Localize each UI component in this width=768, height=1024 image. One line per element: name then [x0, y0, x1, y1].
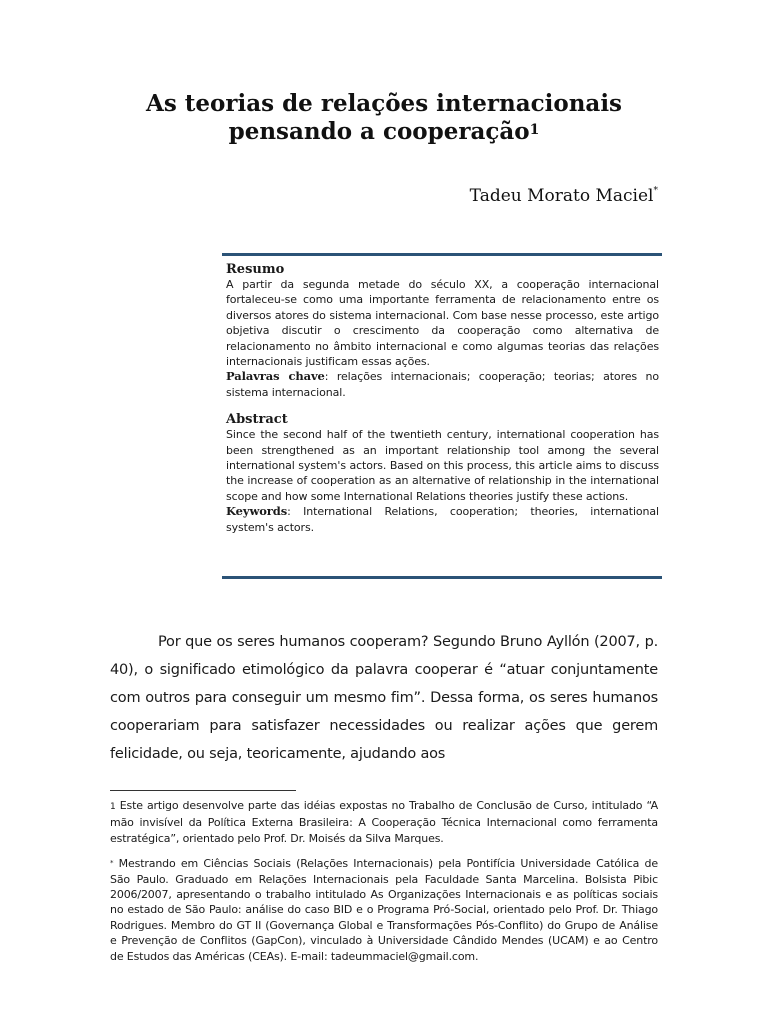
article-title: [100, 90, 668, 146]
footnote-author: [110, 856, 658, 964]
footnote-1-text: Este artigo desenvolve parte das idéias expostas no Trabalho de Conclusão de Curso, intitulado “A mão invisível da Política Externa Brasileira: A Cooperação Técnica Internacional como ferramenta estratégica”, orientado pelo Prof. Dr. Moisés da Silva Marques.: [110, 799, 658, 845]
footnote-separator: [110, 790, 296, 791]
abstract-box-content: [226, 262, 659, 535]
title-footnote-mark: 1: [529, 122, 540, 138]
author-line: [470, 186, 658, 206]
abstract-keywords-text: : International Relations, cooperation; theories, international system's actors.: [226, 505, 659, 534]
abstract-keywords-label: Keywords: [226, 504, 288, 519]
footnotes: [110, 798, 658, 974]
resumo-heading: Resumo: [226, 262, 285, 277]
author-name: Tadeu Morato Maciel: [469, 186, 654, 206]
resumo-text: A partir da segunda metade do século XX, a cooperação internacional fortaleceu-se como uma importante ferramenta de relacionamento entre os diversos atores do sistema internacional. Com base nesse processo, este artigo objetiva discutir o crescimento da cooperação como alternativa de relacionamento no âmbito internacional e como algumas teorias das relações internacionais justificam essas ações.: [226, 278, 659, 369]
footnote-author-mark: *: [110, 859, 114, 868]
abstract-box: [222, 253, 662, 579]
abstract-heading: Abstract: [226, 412, 288, 428]
resumo-keywords-text: : relações internacionais; cooperação; teorias; atores no sistema internacional.: [226, 370, 660, 399]
title-line-2: pensando a cooperação: [228, 118, 530, 145]
author-footnote-mark: *: [653, 186, 658, 196]
footnote-1: [110, 798, 658, 846]
footnote-author-text: Mestrando em Ciências Sociais (Relações Internacionais) pela Pontifícia Universidade Católica de São Paulo. Graduado em Relações Internacionais pela Faculdade Santa Marcelina. Bolsista Pibic 2006/2007, apresentando o trabalho intitulado As Organizações Internacionais e as políticas sociais no estado de São Paulo: análise do caso BID e o Programa Pró-Social, orientado pelo Prof. Dr. Thiago Rodrigues. Membro do GT II (Governança Global e Transformações Pós-Conflito) do Grupo de Análise e Prevenção de Conflitos (GapCon), vinculado à Universidade Cândido Mendes (UCAM) e ao Centro de Estudos das Américas (CEAs). E-mail: tadeummaciel@gmail.com.: [110, 857, 658, 963]
abstract-text: Since the second half of the twentieth century, international cooperation has been strengthened as an important relationship tool among the several international system's actors. Based on this process, this article aims to discuss the increase of cooperation as an alternative of relationship in the international scope and how some International Relations theories justify these actions.: [226, 428, 659, 503]
body-paragraph: Por que os seres humanos cooperam? Segundo Bruno Ayllón (2007, p. 40), o significado etimológico da palavra cooperar é “atuar conjuntamente com outros para conseguir um mesmo fim”. Dessa forma, os seres humanos cooperariam para satisfazer necessidades ou realizar ações que gerem felicidade, ou seja, teoricamente, ajudando aos: [110, 634, 658, 762]
resumo-keywords: [226, 369, 659, 400]
resumo-keywords-label: Palavras chave: [226, 369, 325, 384]
footnote-1-mark: 1: [110, 802, 116, 812]
title-line-1: As teorias de relações internacionais: [145, 90, 622, 117]
abstract-keywords: [226, 504, 659, 535]
